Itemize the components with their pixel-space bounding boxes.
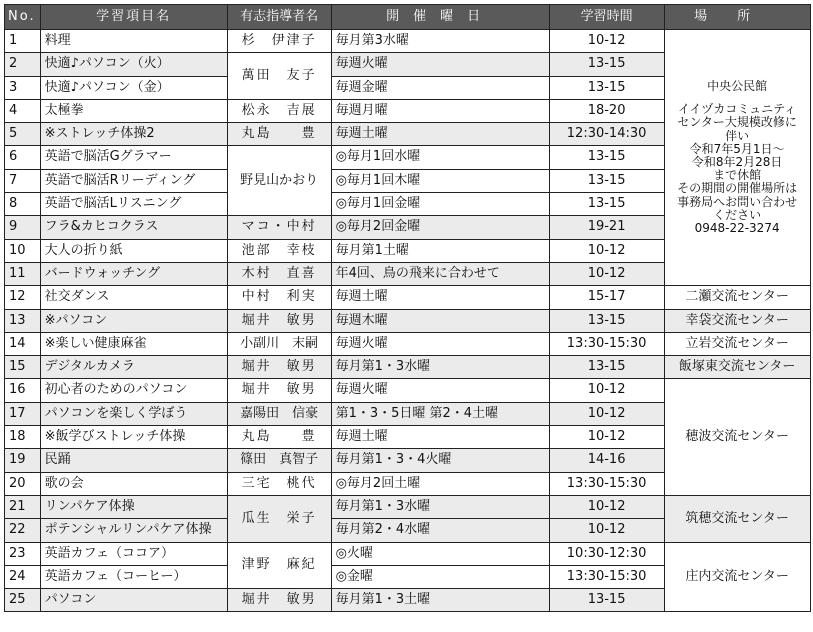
row-number: 19	[5, 449, 41, 472]
course-name: 英語で脳活Rリーディング	[40, 169, 227, 192]
schedule-time: 13-15	[549, 589, 664, 612]
course-name: リンパケア体操	[40, 495, 227, 518]
teacher-name: 杉 伊津子	[227, 30, 331, 53]
notice-line: イイヅカコミュニティ	[677, 102, 797, 117]
row-number: 2	[5, 53, 41, 76]
schedule-time: 15-17	[549, 286, 664, 309]
schedule-time: 13-15	[549, 169, 664, 192]
course-name: ※楽しい健康麻雀	[40, 332, 227, 355]
place-kobukuro: 幸袋交流センター	[664, 309, 810, 332]
notice-line: 令和7年5月1日～	[689, 141, 785, 156]
header-time: 学習時間	[549, 5, 664, 30]
schedule-time: 10-12	[549, 426, 664, 449]
row-number: 1	[5, 30, 41, 53]
row-number: 25	[5, 589, 41, 612]
course-name: 料理	[40, 30, 227, 53]
teacher-name: 丸島 豊	[227, 426, 331, 449]
course-name: ポテンシャルリンパケア体操	[40, 519, 227, 542]
schedule-day: 毎週土曜	[331, 123, 549, 146]
schedule-day: 第1・3・5日曜 第2・4土曜	[331, 402, 549, 425]
course-name: パソコン	[40, 589, 227, 612]
course-name: 英語で脳活Lリスニング	[40, 193, 227, 216]
row-number: 17	[5, 402, 41, 425]
course-name: パソコンを楽しく学ぼう	[40, 402, 227, 425]
course-name: 初心者のためのパソコン	[40, 379, 227, 402]
schedule-time: 14-16	[549, 449, 664, 472]
course-name: 大人の折り紙	[40, 239, 227, 262]
schedule-time: 10-12	[549, 30, 664, 53]
notice-line: ください	[713, 207, 762, 222]
table-row	[5, 309, 811, 332]
row-number: 9	[5, 216, 41, 239]
schedule-day: 毎週火曜	[331, 379, 549, 402]
schedule-time: 13-15	[549, 309, 664, 332]
row-number: 3	[5, 76, 41, 99]
notice-line: その期間の開催場所は	[677, 181, 798, 196]
place-chikuho: 筑穂交流センター	[664, 495, 810, 542]
schedule-day: 毎月第1・3水曜	[331, 356, 549, 379]
header-day: 開催曜日	[331, 5, 549, 30]
course-name: バードウォッチング	[40, 262, 227, 285]
teacher-name: 堀井 敏男	[227, 309, 331, 332]
row-number: 23	[5, 542, 41, 565]
place-honami: 穂波交流センター	[664, 379, 810, 495]
header-teacher: 有志指導者名	[227, 5, 331, 30]
schedule-time: 10-12	[549, 379, 664, 402]
schedule-day: 毎週月曜	[331, 99, 549, 122]
table-row	[5, 356, 811, 379]
course-name: ※パソコン	[40, 309, 227, 332]
row-number: 5	[5, 123, 41, 146]
course-name: 英語で脳活Gグラマー	[40, 146, 227, 169]
schedule-time: 19-21	[549, 216, 664, 239]
course-name: 英語カフェ（コーヒー）	[40, 565, 227, 588]
row-number: 22	[5, 519, 41, 542]
schedule-time: 18-20	[549, 99, 664, 122]
schedule-day: 毎週木曜	[331, 309, 549, 332]
row-number: 18	[5, 426, 41, 449]
schedule-day: 毎月第2・4水曜	[331, 519, 549, 542]
teacher-name: 嘉陽田 信豪	[227, 402, 331, 425]
schedule-day: 毎月第3水曜	[331, 30, 549, 53]
row-number: 21	[5, 495, 41, 518]
schedule-time: 10-12	[549, 402, 664, 425]
place-shonai: 庄内交流センター	[664, 542, 810, 612]
schedule-time: 13:30-15:30	[549, 565, 664, 588]
schedule-day: 毎週火曜	[331, 332, 549, 355]
course-name: 社交ダンス	[40, 286, 227, 309]
schedule-time: 13-15	[549, 53, 664, 76]
schedule-time: 13:30-15:30	[549, 332, 664, 355]
course-name: 歌の会	[40, 472, 227, 495]
teacher-name: 篠田 真智子	[227, 449, 331, 472]
teacher-name: 丸島 豊	[227, 123, 331, 146]
teacher-name: 野見山かおり	[227, 146, 331, 216]
row-number: 12	[5, 286, 41, 309]
teacher-name: 堀井 敏男	[227, 589, 331, 612]
table-row	[5, 332, 811, 355]
row-number: 7	[5, 169, 41, 192]
schedule-time: 12:30-14:30	[549, 123, 664, 146]
row-number: 10	[5, 239, 41, 262]
schedule-time: 13-15	[549, 356, 664, 379]
header-place: 場所	[664, 5, 810, 30]
course-name: 英語カフェ（ココア）	[40, 542, 227, 565]
teacher-name: 木村 直喜	[227, 262, 331, 285]
header-row	[5, 5, 811, 30]
header-name: 学習項目名	[40, 5, 227, 30]
row-number: 14	[5, 332, 41, 355]
row-number: 24	[5, 565, 41, 588]
notice-line: センター大規模改修に	[677, 115, 797, 130]
notice-line: 令和8年2月28日	[691, 155, 783, 170]
schedule-table	[4, 4, 811, 612]
teacher-name: 瓜生 栄子	[227, 495, 331, 542]
place-iizukahigashi: 飯塚東交流センター	[664, 356, 810, 379]
row-number: 8	[5, 193, 41, 216]
row-number: 20	[5, 472, 41, 495]
table-row	[5, 286, 811, 309]
schedule-time: 10-12	[549, 519, 664, 542]
course-name: フラ&カヒコクラス	[40, 216, 227, 239]
notice-line: 伴い	[725, 128, 750, 143]
notice-line: 事務局へお問い合わせ	[677, 194, 798, 209]
table-row	[5, 495, 811, 518]
place-tateiwa: 立岩交流センター	[664, 332, 810, 355]
schedule-day: 毎週土曜	[331, 286, 549, 309]
schedule-day: ◎毎月1回木曜	[331, 169, 549, 192]
course-name: 民踊	[40, 449, 227, 472]
notice-line: まで休館	[713, 168, 762, 183]
notice-phone: 0948-22-3274	[694, 220, 780, 235]
row-number: 4	[5, 99, 41, 122]
schedule-day: ◎毎月2回土曜	[331, 472, 549, 495]
schedule-day: ◎火曜	[331, 542, 549, 565]
schedule-time: 13-15	[549, 146, 664, 169]
schedule-table-wrapper	[4, 4, 811, 612]
course-name: 太極拳	[40, 99, 227, 122]
schedule-day: ◎毎月1回水曜	[331, 146, 549, 169]
schedule-day: 年4回、鳥の飛来に合わせて	[331, 262, 549, 285]
teacher-name: 小副川 末嗣	[227, 332, 331, 355]
row-number: 16	[5, 379, 41, 402]
header-no: No.	[5, 5, 41, 30]
teacher-name: マコ・中村	[227, 216, 331, 239]
schedule-time: 10:30-12:30	[549, 542, 664, 565]
schedule-time: 10-12	[549, 239, 664, 262]
schedule-day: 毎月第1・3・4火曜	[331, 449, 549, 472]
teacher-name: 三宅 桃代	[227, 472, 331, 495]
schedule-time: 13-15	[549, 193, 664, 216]
teacher-name: 池部 幸枝	[227, 239, 331, 262]
table-row	[5, 379, 811, 402]
course-name: ※ストレッチ体操2	[40, 123, 227, 146]
schedule-time: 13-15	[549, 76, 664, 99]
notice-line: 中央公民館	[707, 79, 768, 94]
schedule-time: 10-12	[549, 262, 664, 285]
row-number: 11	[5, 262, 41, 285]
course-name: 快適♪パソコン（金）	[40, 76, 227, 99]
schedule-day: ◎金曜	[331, 565, 549, 588]
schedule-day: 毎月第1土曜	[331, 239, 549, 262]
schedule-day: ◎毎月2回金曜	[331, 216, 549, 239]
teacher-name: 堀井 敏男	[227, 379, 331, 402]
course-name: デジタルカメラ	[40, 356, 227, 379]
table-row	[5, 30, 811, 53]
row-number: 15	[5, 356, 41, 379]
teacher-name: 松永 吉展	[227, 99, 331, 122]
place-notice	[664, 30, 810, 286]
teacher-name: 萬田 友子	[227, 53, 331, 100]
schedule-time: 13:30-15:30	[549, 472, 664, 495]
teacher-name: 津野 麻紀	[227, 542, 331, 589]
place-futase: 二瀬交流センター	[664, 286, 810, 309]
table-row	[5, 542, 811, 565]
schedule-day: 毎月第1・3水曜	[331, 495, 549, 518]
schedule-day: 毎週火曜	[331, 53, 549, 76]
course-name: ※飯学びストレッチ体操	[40, 426, 227, 449]
teacher-name: 中村 利実	[227, 286, 331, 309]
schedule-day: 毎週金曜	[331, 76, 549, 99]
schedule-day: ◎毎月1回金曜	[331, 193, 549, 216]
schedule-day: 毎週土曜	[331, 426, 549, 449]
teacher-name: 堀井 敏男	[227, 356, 331, 379]
row-number: 13	[5, 309, 41, 332]
schedule-time: 10-12	[549, 495, 664, 518]
schedule-day: 毎月第1・3土曜	[331, 589, 549, 612]
course-name: 快適♪パソコン（火）	[40, 53, 227, 76]
row-number: 6	[5, 146, 41, 169]
